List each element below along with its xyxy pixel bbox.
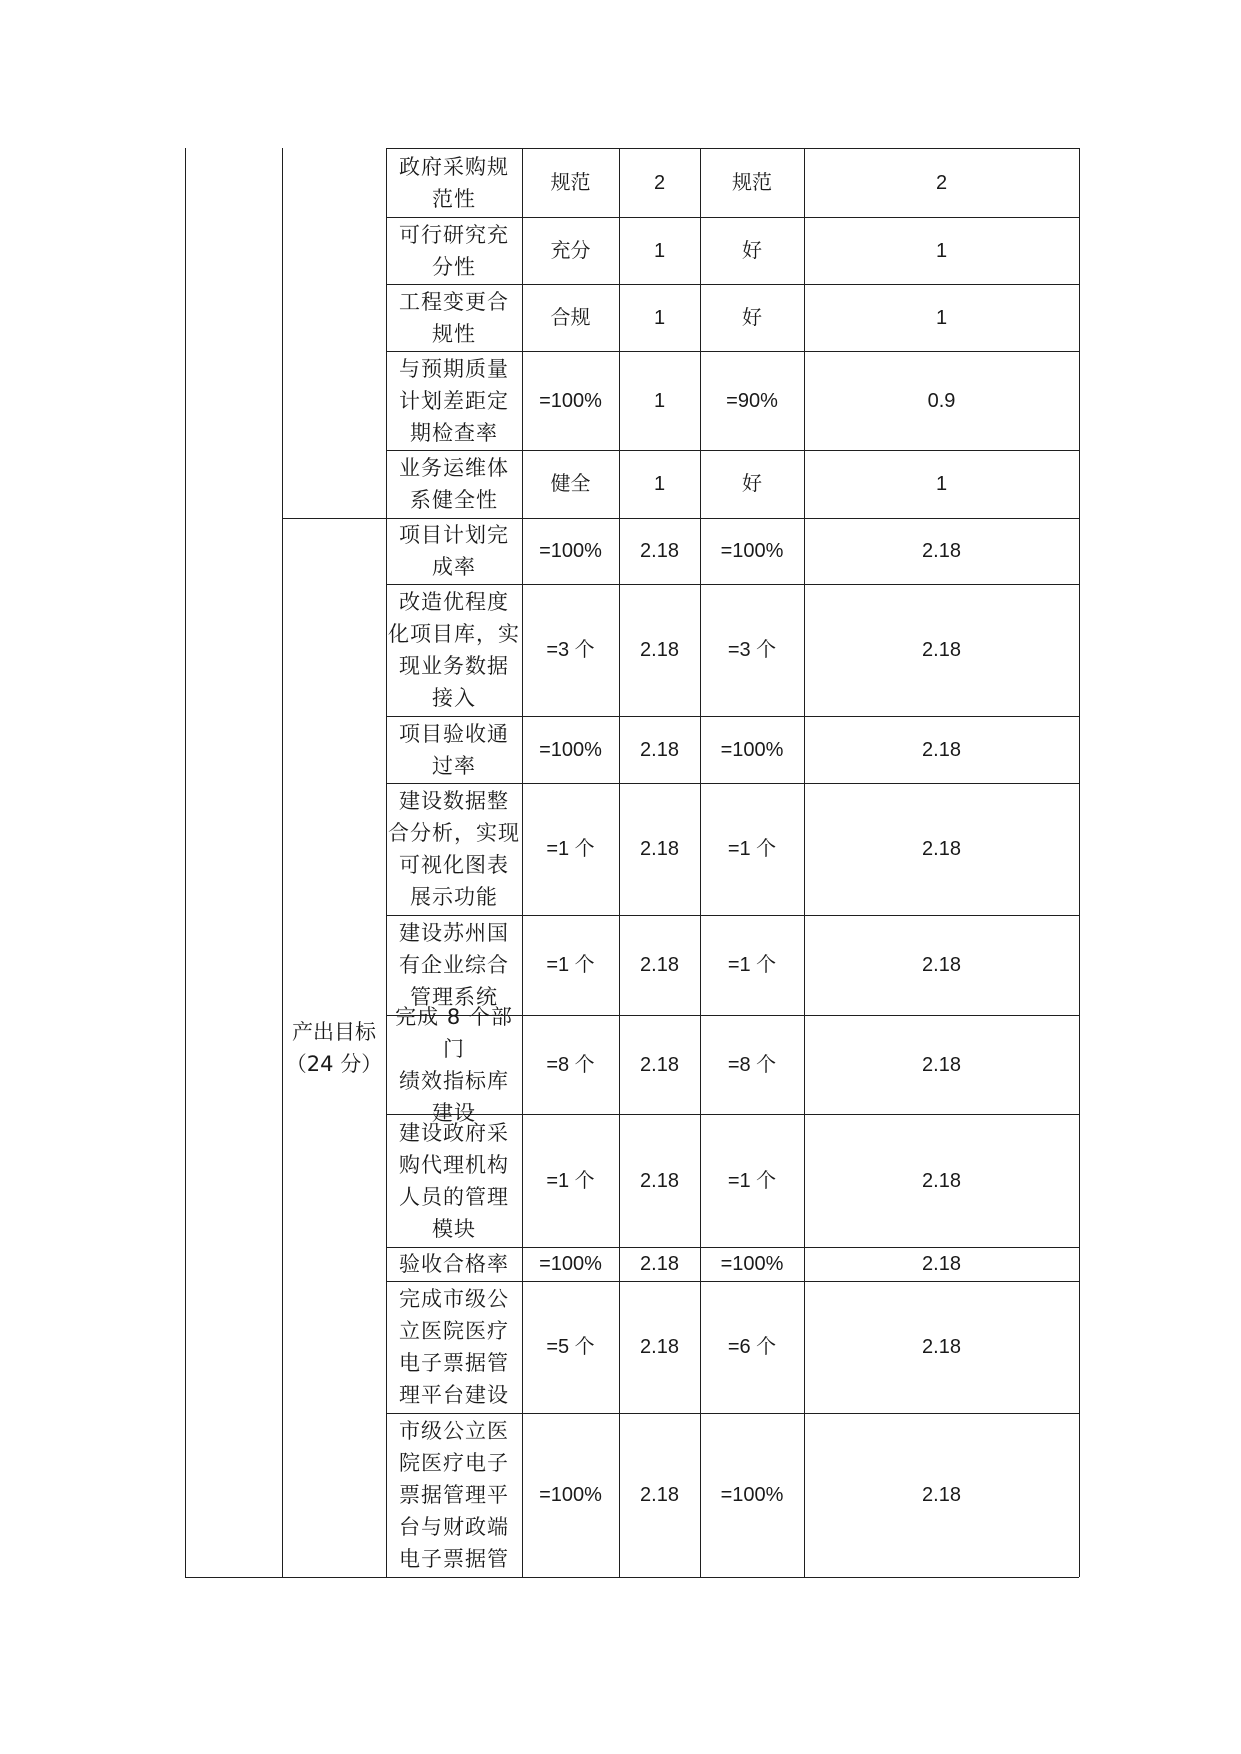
target-cell: =100% — [539, 738, 602, 761]
actual-cell: =6 个 — [727, 1336, 777, 1358]
actual-cell: =8 个 — [727, 1053, 777, 1076]
indicator-cell: 完成 8 个部门 绩效指标库 建设 — [395, 1004, 513, 1125]
actual-cell: =1 个 — [727, 1169, 777, 1192]
target-cell: 规范 — [550, 171, 591, 194]
weight-cell: 2.18 — [640, 1169, 679, 1192]
col-divider — [185, 148, 186, 1577]
score-cell: 2.18 — [922, 1053, 961, 1076]
indicator-cell: 项目计划完 成率 — [399, 523, 509, 579]
indicator-cell: 验收合格率 — [399, 1252, 509, 1276]
indicator-cell: 建设政府采 购代理机构 人员的管理 模块 — [399, 1120, 509, 1241]
indicator-cell: 改造优程度 化项目库，实 现业务数据 接入 — [388, 590, 520, 710]
target-cell: =100% — [539, 540, 602, 562]
score-cell: 2.18 — [922, 1169, 961, 1192]
score-cell: 1 — [935, 473, 948, 495]
score-cell: 2.18 — [922, 738, 961, 761]
weight-cell: 2.18 — [640, 1336, 679, 1358]
weight-cell: 1 — [653, 306, 666, 329]
actual-cell: =1 个 — [727, 838, 777, 860]
weight-cell: 2.18 — [640, 1053, 679, 1076]
weight-cell: 2 — [653, 171, 666, 194]
target-cell: 充分 — [550, 239, 591, 262]
target-cell: 健全 — [550, 473, 591, 495]
actual-cell: =90% — [726, 389, 778, 412]
weight-cell: 2.18 — [640, 540, 679, 562]
score-cell: 1 — [935, 306, 948, 329]
target-cell: =1 个 — [546, 954, 595, 976]
target-cell: =8 个 — [546, 1053, 595, 1076]
score-cell: 2.18 — [922, 838, 961, 860]
actual-cell: 规范 — [732, 171, 772, 194]
target-cell: =100% — [539, 1484, 602, 1506]
actual-cell: =100% — [720, 1253, 784, 1275]
weight-cell: 2.18 — [640, 1253, 679, 1275]
score-cell: 1 — [935, 239, 948, 262]
actual-cell: =1 个 — [727, 954, 777, 976]
indicator-cell: 建设数据整 合分析，实现 可视化图表 展示功能 — [388, 789, 520, 909]
score-cell: 2 — [935, 171, 948, 194]
row-divider — [185, 1577, 1079, 1578]
sub-category-cell: 产出目标 （24 分） — [285, 1019, 383, 1076]
indicator-cell: 业务运维体 系健全性 — [399, 456, 509, 512]
actual-cell: 好 — [742, 239, 762, 262]
score-cell: 2.18 — [922, 1484, 961, 1506]
weight-cell: 2.18 — [640, 738, 679, 761]
target-cell: =3 个 — [546, 639, 595, 661]
score-cell: 2.18 — [922, 540, 961, 562]
target-cell: 合规 — [550, 306, 591, 329]
target-cell: =1 个 — [546, 838, 595, 860]
actual-cell: 好 — [742, 473, 762, 495]
actual-cell: =100% — [720, 540, 784, 562]
weight-cell: 2.18 — [640, 838, 679, 860]
weight-cell: 2.18 — [640, 639, 679, 661]
indicator-cell: 市级公立医 院医疗电子 票据管理平 台与财政端 电子票据管 — [399, 1419, 509, 1571]
indicator-cell: 可行研究充 分性 — [399, 222, 509, 279]
weight-cell: 1 — [653, 389, 666, 412]
score-cell: 2.18 — [922, 1336, 961, 1358]
score-cell: 2.18 — [922, 639, 961, 661]
score-cell: 0.9 — [927, 389, 956, 412]
indicator-cell: 政府采购规 范性 — [399, 154, 509, 211]
indicator-cell: 项目验收通 过率 — [399, 721, 509, 778]
weight-cell: 1 — [653, 473, 666, 495]
actual-cell: =100% — [720, 738, 784, 761]
target-cell: =100% — [539, 389, 602, 412]
target-cell: =5 个 — [546, 1336, 595, 1358]
actual-cell: =100% — [720, 1484, 784, 1506]
col-divider — [1079, 148, 1080, 1577]
actual-cell: 好 — [742, 306, 762, 329]
weight-cell: 1 — [653, 239, 666, 262]
actual-cell: =3 个 — [727, 639, 777, 661]
target-cell: =1 个 — [546, 1169, 595, 1192]
indicator-cell: 建设苏州国 有企业综合 管理系统 — [399, 921, 509, 1009]
indicator-cell: 与预期质量 计划差距定 期检查率 — [399, 356, 509, 445]
indicator-cell: 工程变更合 规性 — [399, 289, 509, 346]
weight-cell: 2.18 — [640, 1484, 679, 1506]
weight-cell: 2.18 — [640, 954, 679, 976]
target-cell: =100% — [539, 1253, 602, 1275]
score-cell: 2.18 — [922, 1253, 961, 1275]
indicator-cell: 完成市级公 立医院医疗 电子票据管 理平台建设 — [399, 1287, 509, 1407]
score-cell: 2.18 — [922, 954, 961, 976]
